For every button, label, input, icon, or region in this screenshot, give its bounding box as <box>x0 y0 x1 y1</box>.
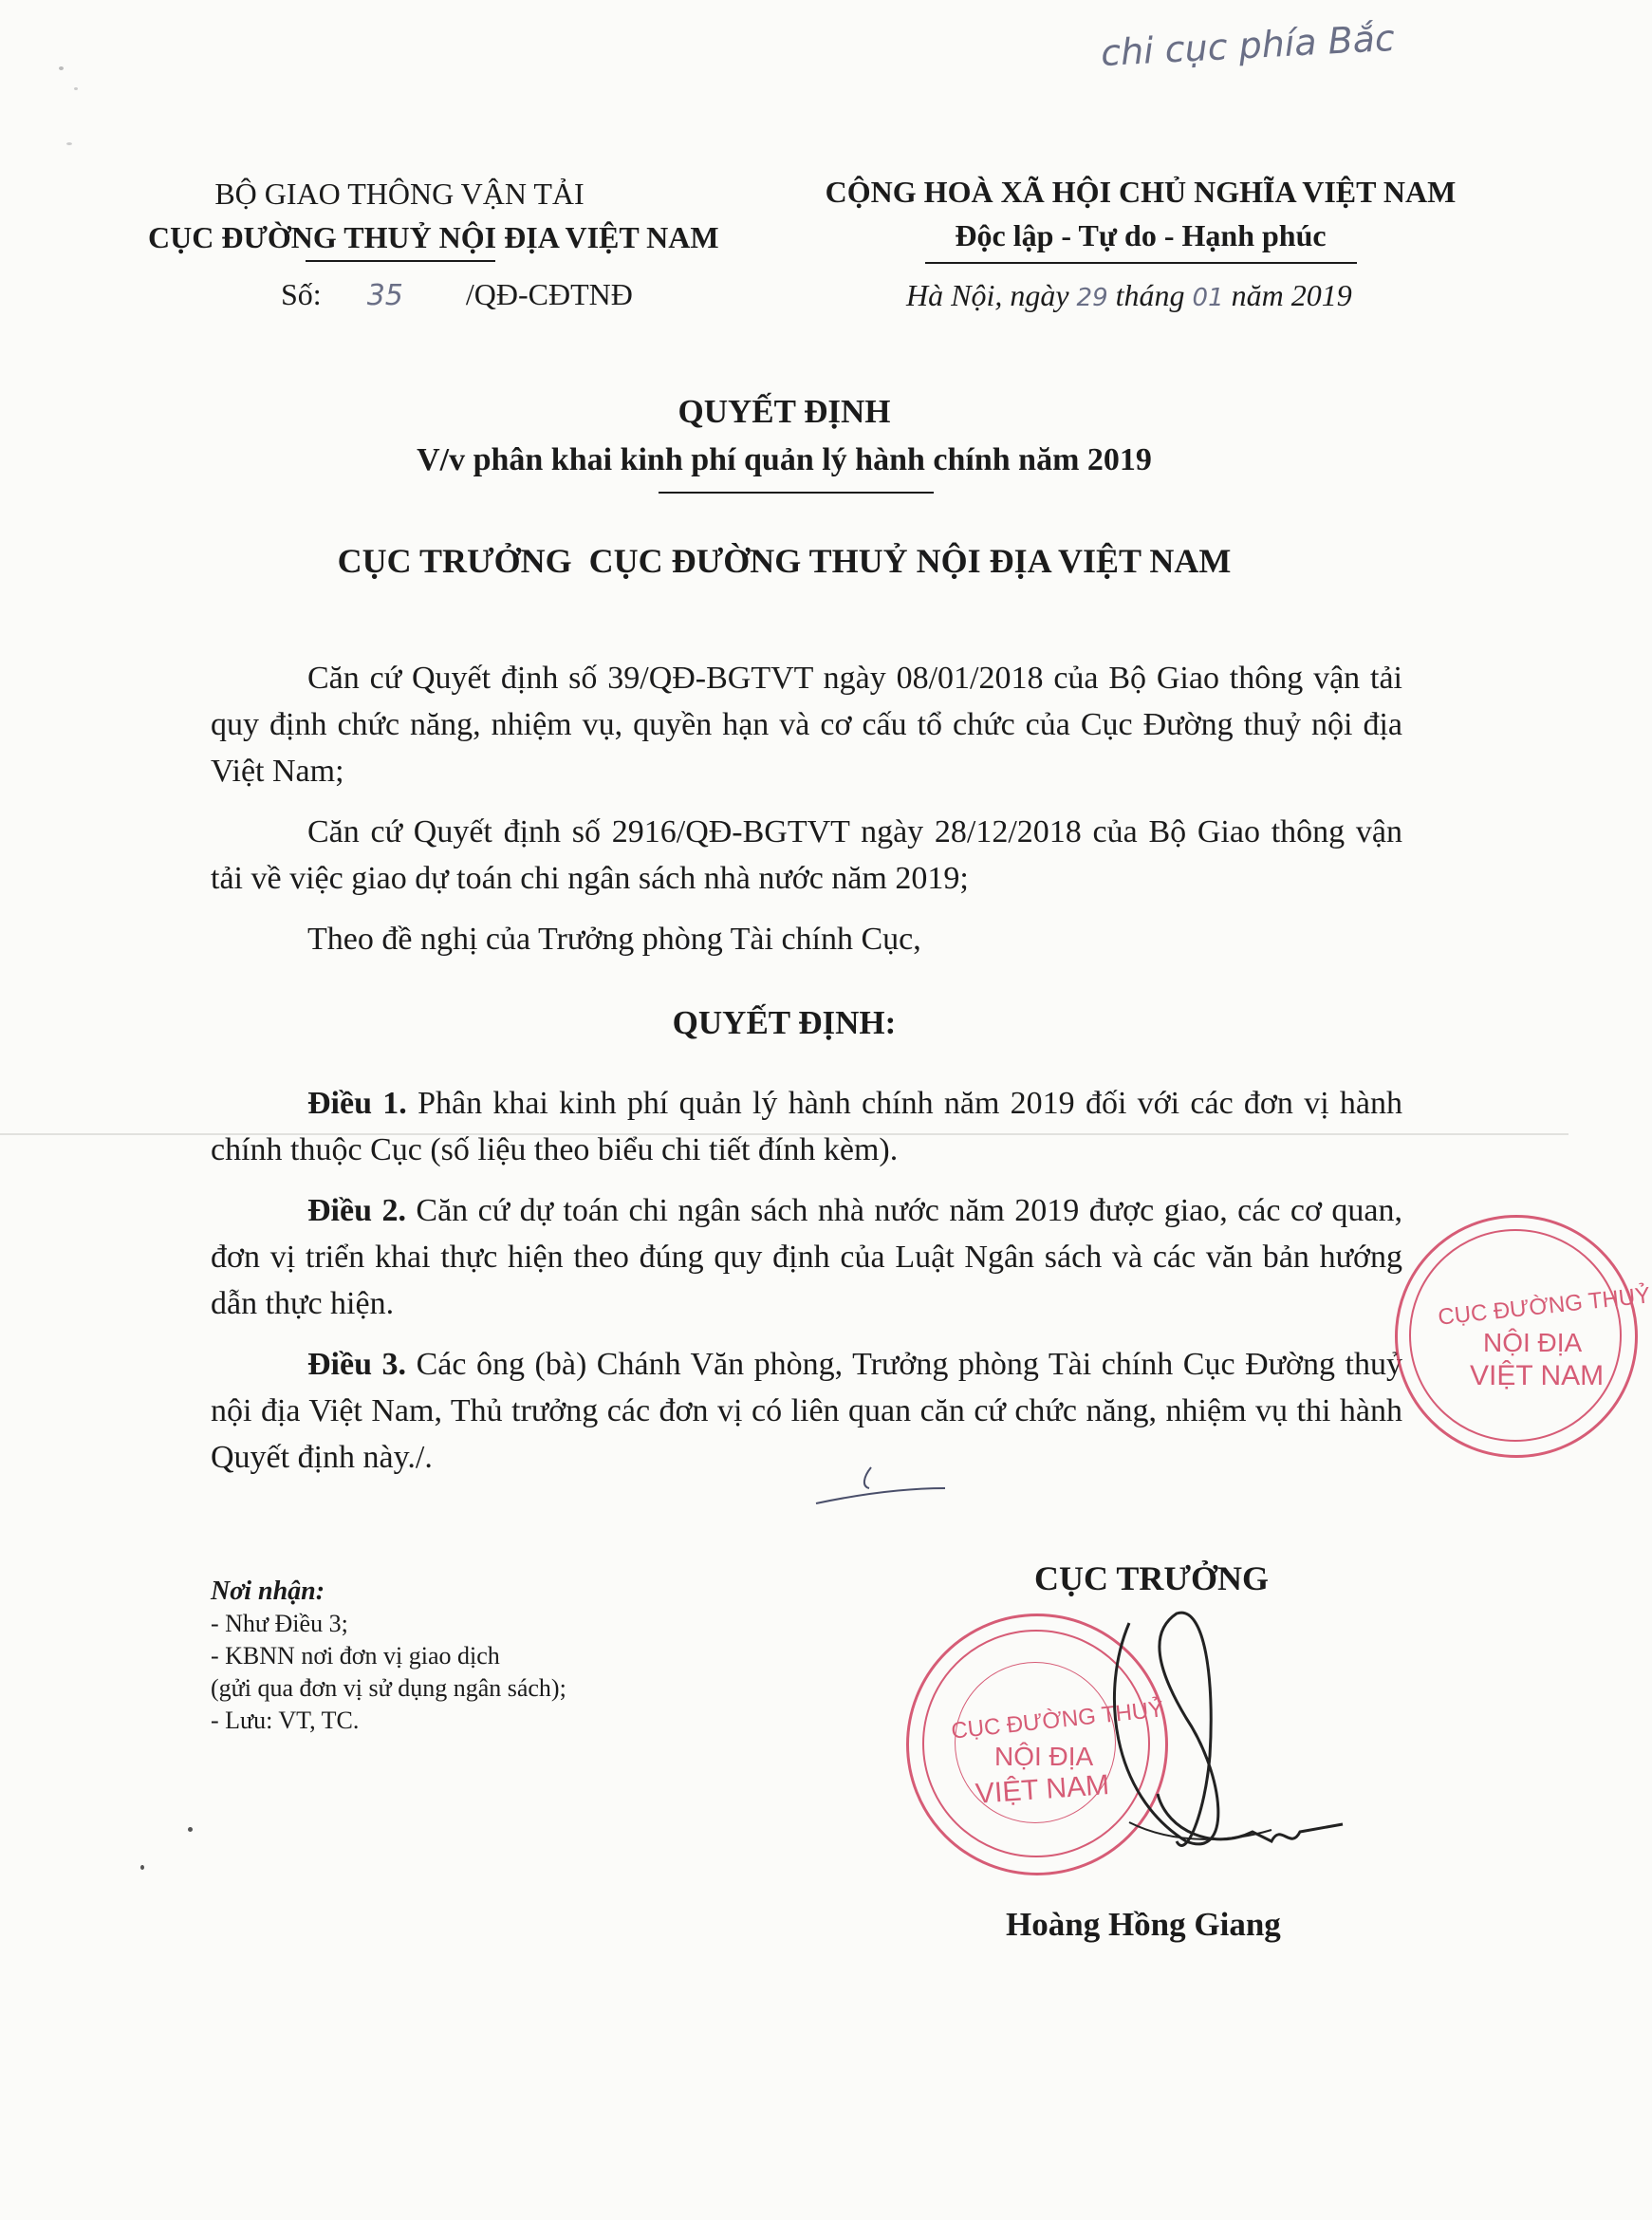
article-1 <box>211 1080 1402 1173</box>
scan-speck <box>59 66 64 70</box>
date-year: năm 2019 <box>1231 278 1352 312</box>
recipients-block <box>211 1576 704 1737</box>
signer-title: CỤC TRƯỞNG <box>1034 1559 1270 1597</box>
date-day: 29 <box>1076 284 1108 312</box>
document-number <box>281 277 633 312</box>
agency-name: CỤC ĐƯỜNG THUỶ NỘI ĐỊA VIỆT NAM <box>148 220 719 254</box>
article-2-label: Điều 2. <box>307 1193 406 1228</box>
republic-name: CỘNG HOÀ XÃ HỘI CHỦ NGHĨA VIỆT NAM <box>825 175 1457 209</box>
handwritten-note: chi cục phía Bắc <box>1100 16 1396 75</box>
stamp-center-line3: VIỆT NAM <box>974 1769 1111 1810</box>
scan-speck <box>66 142 72 145</box>
article-1-label: Điều 1. <box>307 1086 407 1121</box>
date-place: Hà Nội, ngày <box>906 278 1069 312</box>
recipient-item: - Như Điều 3; <box>211 1610 348 1637</box>
ministry-name: BỘ GIAO THÔNG VẬN TẢI <box>214 177 585 211</box>
recipient-item: - Lưu: VT, TC. <box>211 1707 360 1734</box>
article-2 <box>211 1187 1402 1327</box>
article-3 <box>211 1341 1402 1481</box>
national-motto: Độc lập - Tự do - Hạnh phúc <box>955 218 1327 252</box>
recipients-heading: Nơi nhận: <box>211 1576 325 1606</box>
article-3-label: Điều 3. <box>307 1347 407 1382</box>
basis-2: Căn cứ Quyết định số 2916/QĐ-BGTVT ngày 28/12/2018 của Bộ Giao thông vận tải về việc giao dự toán chi ngân sách nhà nước năm 2019; <box>211 814 1402 896</box>
article-1-text: Phân khai kinh phí quản lý hành chính năm 2019 đối với các đơn vị hành chính thuộc Cục (số liệu theo biểu chi tiết đính kèm). <box>211 1086 1403 1167</box>
legal-bases <box>211 655 1402 977</box>
initials-mark <box>814 1460 947 1509</box>
article-2-text: Căn cứ dự toán chi ngân sách nhà nước năm 2019 được giao, các cơ quan, đơn vị triển khai thực hiện theo đúng quy định của Luật Ngân sách và các văn bản hướng dẫn thực hiện. <box>211 1193 1403 1321</box>
number-label: Số: <box>281 277 322 311</box>
signer-name: Hoàng Hồng Giang <box>1006 1906 1281 1943</box>
subject-underline <box>659 492 934 494</box>
number-suffix: /QĐ-CĐTNĐ <box>465 277 633 311</box>
decision-heading: QUYẾT ĐỊNH: <box>672 1004 897 1041</box>
scan-speck <box>140 1865 144 1870</box>
motto-underline <box>925 262 1357 264</box>
date-month-label: tháng <box>1115 278 1185 312</box>
scan-speck <box>74 87 78 90</box>
handwritten-signature <box>1044 1604 1357 1879</box>
stamp-right-line1: CỤC ĐƯỜNG THUỶ <box>1437 1282 1652 1331</box>
stamp-right-line3: VIỆT NAM <box>1470 1360 1605 1391</box>
basis-3: Theo đề nghị của Trưởng phòng Tài chính Cục, <box>307 922 921 957</box>
scan-speck <box>188 1827 193 1832</box>
number-handwritten: 35 <box>366 279 403 312</box>
official-stamp-right <box>1395 1215 1652 1458</box>
document-date <box>906 278 1352 313</box>
stamp-center-line1: CỤC ĐƯỜNG THUỶ <box>950 1696 1165 1744</box>
stamp-right-line2: NỘI ĐỊA <box>1483 1328 1583 1357</box>
basis-1: Căn cứ Quyết định số 39/QĐ-BGTVT ngày 08/01/2018 của Bộ Giao thông vận tải quy định chức năng, nhiệm vụ, quyền hạn và cơ cấu tổ chức của Cục Đường thuỷ nội địa Việt Nam; <box>211 661 1402 789</box>
recipient-item: - KBNN nơi đơn vị giao dịch <box>211 1642 500 1670</box>
decision-subject: V/v phân khai kinh phí quản lý hành chính năm 2019 <box>417 442 1152 477</box>
agency-underline <box>306 260 495 262</box>
stamp-center-line2: NỘI ĐỊA <box>994 1742 1094 1771</box>
decision-title: QUYẾT ĐỊNH <box>678 393 891 430</box>
date-month: 01 <box>1192 284 1224 312</box>
issuing-authority: CỤC TRƯỞNG CỤC ĐƯỜNG THUỶ NỘI ĐỊA VIỆT NAM <box>337 542 1232 580</box>
recipient-item: (gửi qua đơn vị sử dụng ngân sách); <box>211 1674 566 1702</box>
articles <box>211 1080 1402 1495</box>
article-3-text: Các ông (bà) Chánh Văn phòng, Trưởng phòng Tài chính Cục Đường thuỷ nội địa Việt Nam, Thủ trưởng các đơn vị có liên quan căn cứ chức năng, nhiệm vụ thi hành Quyết định này./. <box>211 1347 1403 1475</box>
